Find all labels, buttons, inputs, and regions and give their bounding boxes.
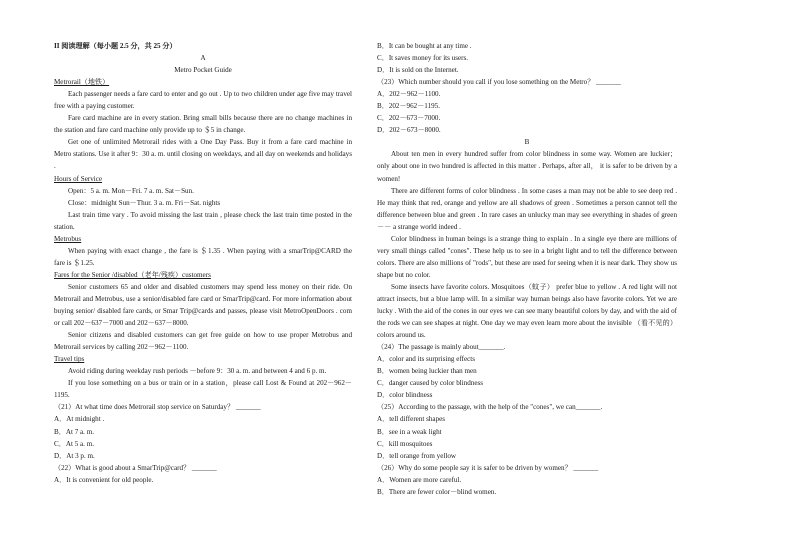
question-23-option: B．202－962－1195. <box>377 102 440 111</box>
travel-tips-paragraph-2: If you lose something on a bus or train or in a station，please call Lost & Found at 202－962－1195. <box>54 379 352 400</box>
left-column <box>54 40 352 486</box>
passage-a-letter: A <box>200 54 206 63</box>
metrorail-paragraph-1: Each passenger needs a fare card to enter and go out . Up to two children under age five may travel free with a paying customer. <box>54 90 352 111</box>
question-24-option: D．color blindness <box>377 391 433 400</box>
fares-paragraph-2: Senior citizens and disabled customers can get free guide on how to use proper Metrobus and Metrorail services by calling 202－962－1100. <box>54 331 352 352</box>
hours-last-train: Last train time vary . To avoid missing the last train , please check the last train time posted in the station. <box>54 210 352 231</box>
question-26: （26）Why do some people say it is safer to be driven by women？ _______ <box>377 463 599 472</box>
travel-tips-paragraph-1: Avoid riding during weekday rush periods －before 9：30 a. m. and between 4 and 6 p. m. <box>68 367 327 376</box>
question-23-option: A．202－962－1100. <box>377 90 441 99</box>
hours-close: Close：midnight Sun－Thur. 3 a. m. Fri－Sat. nights <box>68 198 221 207</box>
question-22-option: B．It can be bought at any time . <box>377 42 472 50</box>
question-21: （21）At what time does Metrorail stop service on Saturday？ _______ <box>54 403 261 412</box>
fares-heading: Fares for the Senior /disabled（老年/残疾）customers <box>54 270 211 279</box>
question-25: （25）According to the passage, with the help of the "cones", we can_______. <box>377 403 603 412</box>
passage-b-paragraph-1: About ten men in every hundred suffer from color blindness in some way. Women are luckier； only about one in two hundred is affected in this matter . Perhaps, after all， it is safer to be driven by a women! <box>377 150 677 183</box>
passage-b-letter: B <box>524 138 530 147</box>
passage-a-title: Metro Pocket Guide <box>174 66 232 75</box>
question-21-option: C．At 5 a. m. <box>54 439 94 448</box>
question-21-option: A．At midnight . <box>54 415 105 424</box>
question-25-option: D．tell orange from yellow <box>377 451 456 460</box>
metrorail-heading: Metrorail（地铁） <box>54 78 110 87</box>
travel-tips-heading: Travel tips <box>54 355 85 364</box>
question-26-option: A．Women are more careful. <box>377 475 462 484</box>
question-22-option: D．It is sold on the Internet. <box>377 66 459 75</box>
question-23: （23）Which number should you call if you lose something on the Metro？ _______ <box>377 78 621 87</box>
question-26-option: B．There are fewer color－blind women. <box>377 487 497 496</box>
question-23-option: D．202－673－8000. <box>377 126 441 135</box>
question-25-option: C．kill mosquitoes <box>377 439 433 448</box>
passage-b-paragraph-3: Color blindness in human beings is a strange thing to explain . In a single eye there are millions of very small things called "cones". These help us to see in a bright light and to tell the difference between colors. There are also millions of "rods", but these are used for seeing when it is near dark. They show us shape but no color. <box>377 234 677 279</box>
question-25-option: B．see in a weak light <box>377 427 442 436</box>
question-24-option: B．women being luckier than men <box>377 367 477 376</box>
question-25-option: A．tell different shapes <box>377 415 446 424</box>
question-23-option: C．202－673－7000. <box>377 114 441 123</box>
question-22-option: C．It saves money for its users. <box>377 54 469 63</box>
question-21-option: B．At 7 a. m. <box>54 427 94 436</box>
right-column <box>377 40 677 498</box>
metrorail-paragraph-2: Fare card machine are in every station. Bring small bills because there are no change machines in the station and fare card machine only provide up to ＄5 in change. <box>54 114 352 135</box>
question-24-option: A．color and its surprising effects <box>377 355 475 364</box>
question-22: （22）What is good about a SmarTrip@card？ _______ <box>54 463 217 472</box>
fares-paragraph-1: Senior customers 65 and older and disabled customers may spend less money on their ride. On Metrorail and Metrobus, use a senior/disabled fare card or SmarTrip@card. For more information about buying senior/ disabled fare cards, or Smar Trip@cards and passes, please visit MetroOpenDoors . com or call 202－637－7000 and 202－637－8000. <box>54 282 352 328</box>
metrobus-paragraph: When paying with exact change , the fare is ＄1.35 . When paying with a smarTrip@CARD the fare is ＄1.25. <box>54 246 352 267</box>
question-21-option: D．At 3 p. m. <box>54 451 95 460</box>
metrobus-heading: Metrobus <box>54 234 82 243</box>
metrorail-paragraph-3: Get one of unlimited Metrorail rides with a One Day Pass. Buy it from a fare card machine in Metro stations. Use it after 9：30 a. m. until closing on weekdays, and all day on weekends and holidays . <box>54 138 352 171</box>
hours-open: Open：5 a. m. Mon－Fri. 7 a. m. Sat－Sun. <box>68 186 194 195</box>
section-heading: II 阅读理解（每小题 2.5 分，共 25 分） <box>54 42 177 50</box>
passage-b-paragraph-2: There are different forms of color blindness . In some cases a man may not be able to see deep red . He may think that red, orange and yellow are all shadows of green . Sometimes a person cannot tell the difference between blue and green . In rare cases an unlucky man may see everything in shades of green －－ a strange world indeed . <box>377 186 677 231</box>
question-24: （24）The passage is mainly about_______. <box>377 343 506 352</box>
question-22-option: A．It is convenient for old people. <box>54 475 154 484</box>
question-24-option: C．danger caused by color blindness <box>377 379 483 388</box>
passage-b-paragraph-4: Some insects have favorite colors. Mosquitoes（蚊子） prefer blue to yellow . A red light will not attract insects, but a blue lamp will. In a similar way human beings also have favorite colors. Yet we are lucky . With the aid of the cones in our eyes we can see many beautiful colors by day, and with the aid of the rods we can see shapes at night. One day we may even learn more about the invisible （看不见的） colors around us. <box>377 282 677 340</box>
hours-heading: Hours of Service <box>54 174 103 183</box>
